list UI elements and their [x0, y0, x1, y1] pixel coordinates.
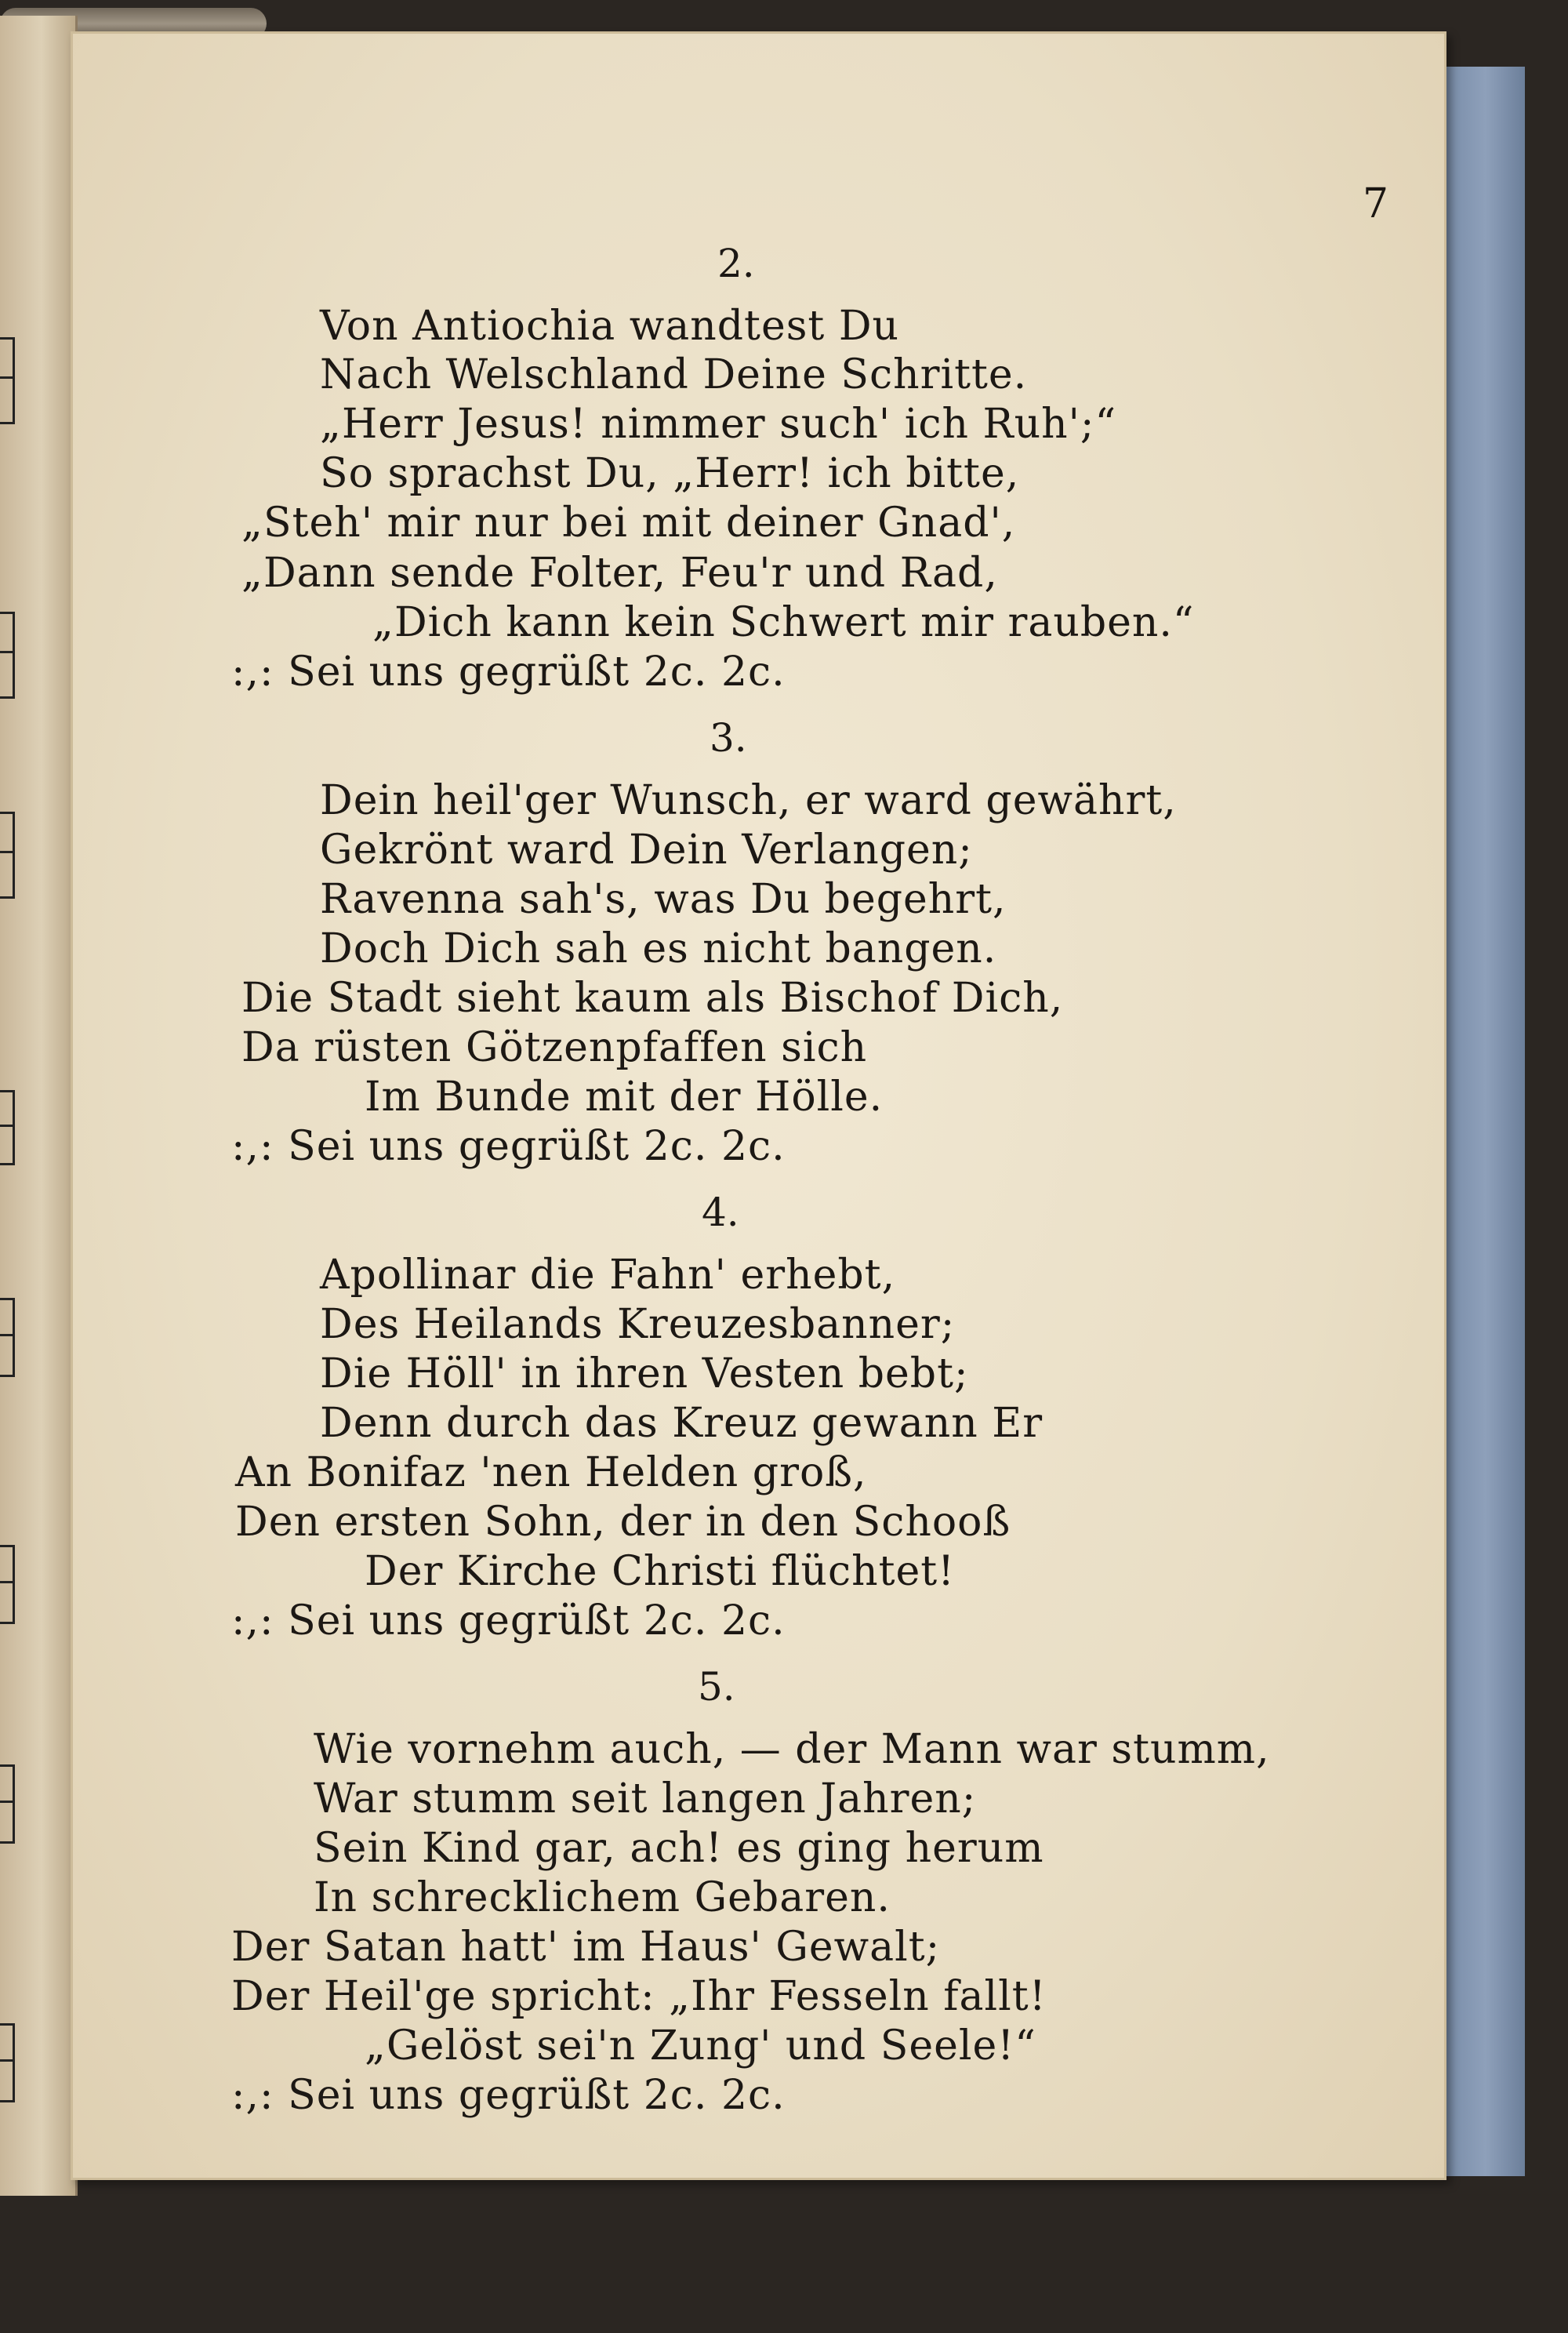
page-edge-mark [0, 1764, 15, 1844]
stanza-number: 3. [710, 715, 747, 761]
verse-line: „Gelöst sei'n Zung' und Seele!“ [365, 2022, 1036, 2070]
page-edge-mark [0, 1545, 15, 1624]
verse-line: Ravenna sah's, was Du begehrt, [320, 876, 1007, 923]
verse-line: „Steh' mir nur bei mit deiner Gnad', [241, 500, 1016, 547]
page-edge-mark [0, 1298, 15, 1377]
verse-line: Im Bunde mit der Hölle. [365, 1074, 884, 1121]
verse-line: Der Heil'ge spricht: „Ihr Fesseln fallt! [231, 1973, 1047, 2020]
verse-line: Der Satan hatt' im Haus' Gewalt; [231, 1924, 941, 1971]
verse-line: An Bonifaz 'nen Helden groß, [235, 1449, 867, 1496]
verse-line: „Dich kann kein Schwert mir rauben.“ [372, 599, 1195, 646]
stanza-number: 5. [698, 1664, 735, 1710]
refrain-line: :,: Sei uns gegrüßt 2c. 2c. [231, 2072, 786, 2119]
verse-line: Von Antiochia wandtest Du [320, 303, 900, 350]
verse-line: War stumm seit langen Jahren; [314, 1775, 977, 1822]
verse-line: Dein heil'ger Wunsch, er ward gewährt, [320, 777, 1177, 824]
verse-line: Den ersten Sohn, der in den Schooß [235, 1499, 1011, 1546]
verse-line: In schrecklichem Gebaren. [314, 1874, 891, 1921]
refrain-line: :,: Sei uns gegrüßt 2c. 2c. [231, 1597, 786, 1644]
verse-line: Nach Welschland Deine Schritte. [320, 351, 1028, 398]
verse-line: Sein Kind gar, ach! es ging herum [314, 1825, 1044, 1872]
verse-line: „Herr Jesus! nimmer such' ich Ruh';“ [320, 401, 1117, 448]
page-edge-mark [0, 337, 15, 424]
poem [71, 31, 1446, 2180]
page-edge-mark [0, 2023, 15, 2102]
verse-line: So sprachst Du, „Herr! ich bitte, [320, 450, 1020, 497]
page-edge-mark [0, 1090, 15, 1165]
left-page-edge [0, 16, 78, 2196]
refrain-line: :,: Sei uns gegrüßt 2c. 2c. [231, 1123, 786, 1170]
page-number: 7 [1363, 180, 1389, 227]
refrain-line: :,: Sei uns gegrüßt 2c. 2c. [231, 649, 786, 696]
page-edge-mark [0, 612, 15, 699]
stanza-number: 4. [702, 1190, 739, 1235]
verse-line: Doch Dich sah es nicht bangen. [320, 925, 997, 972]
verse-line: Gekrönt ward Dein Verlangen; [320, 827, 973, 874]
verse-line: Die Stadt sieht kaum als Bischof Dich, [241, 975, 1064, 1022]
book-page [71, 31, 1446, 2180]
verse-line: „Dann sende Folter, Feu'r und Rad, [241, 550, 998, 597]
verse-line: Da rüsten Götzenpfaffen sich [241, 1024, 868, 1071]
verse-line: Wie vornehm auch, — der Mann war stumm, [314, 1726, 1270, 1773]
verse-line: Des Heilands Kreuzesbanner; [320, 1301, 956, 1348]
verse-line: Der Kirche Christi flüchtet! [365, 1548, 956, 1595]
stanza-number: 2. [717, 241, 755, 286]
verse-line: Apollinar die Fahn' erhebt, [320, 1252, 896, 1299]
page-edge-mark [0, 812, 15, 899]
verse-line: Denn durch das Kreuz gewann Er [320, 1400, 1044, 1447]
verse-line: Die Höll' in ihren Vesten bebt; [320, 1350, 969, 1397]
